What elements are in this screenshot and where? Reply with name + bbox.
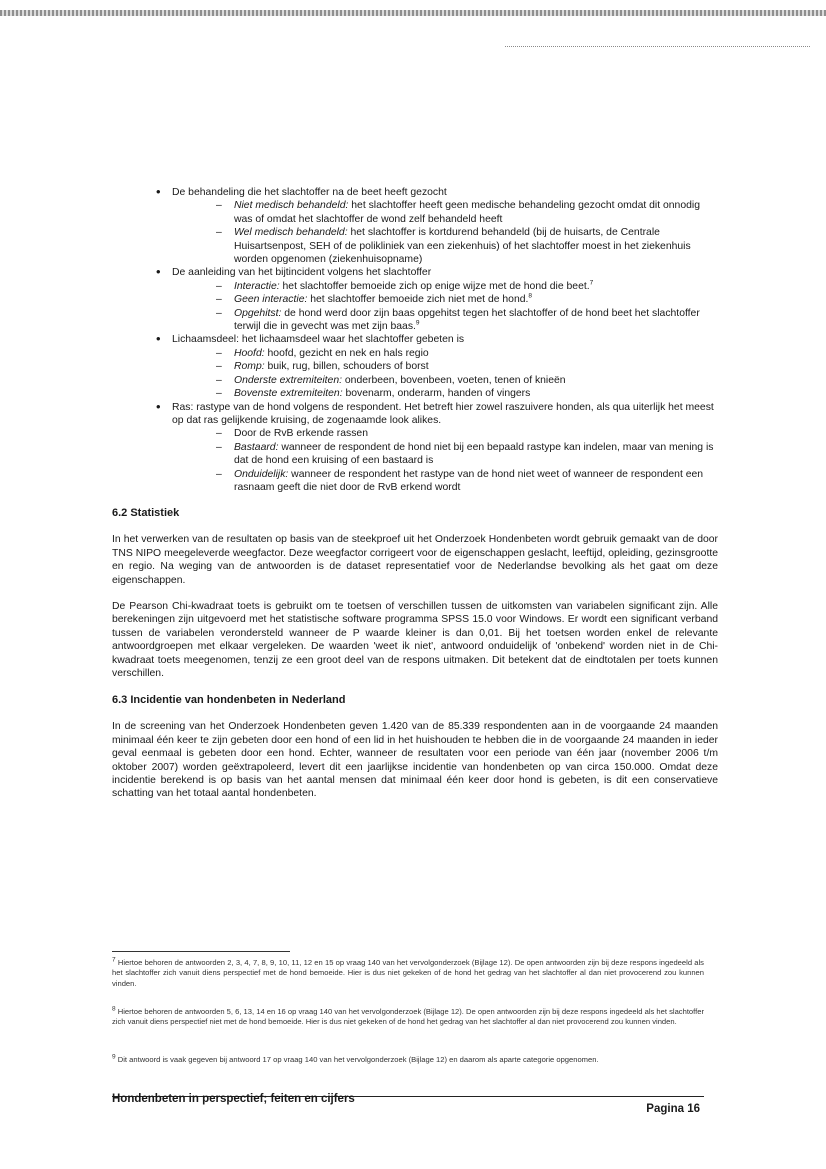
sub-term: Romp:	[234, 361, 265, 373]
footnote-number: 9	[112, 1053, 116, 1061]
sub-term: Opgehitst:	[234, 307, 282, 319]
paragraph: In het verwerken van de resultaten op basis van de steekproef uit het Onderzoek Hondenbeten wordt gebruik gemaakt van de door TNS NIPO meegeleverde weegfactor. Deze weegfactor corrigeert voor de eigenschappen geslacht, leeftijd, opleiding, gezinsgrootte en regio. Na weging van de antwoorden is de dataset representatief voor de Nederlandse bevolking als het gaat om deze eigenschappen.	[112, 534, 718, 586]
bullet-aanleiding	[112, 266, 718, 333]
sub-term: Geen interactie:	[234, 294, 308, 306]
sub-text: buik, rug, billen, schouders of borst	[264, 361, 429, 373]
bullet-head: • De behandeling die het slachtoffer na de beet heeft gezocht	[172, 187, 447, 198]
footnote-number: 7	[112, 956, 116, 964]
scan-dotted-line	[505, 46, 810, 48]
footer-title: Hondenbeten in perspectief; feiten en cijfers	[112, 1093, 355, 1105]
sub-term: Bovenste extremiteiten:	[234, 388, 343, 400]
sub-text: het slachtoffer is kortdurend behandeld (bij de huisarts, de Centrale Huisartsenpost, SEH of de polikliniek van een ziekenhuis) of het slachtoffer moest in het ziekenhuis worden opgenomen (ziekenhuisopname)	[234, 227, 691, 266]
page-footer	[112, 1093, 704, 1115]
definition-list	[112, 186, 718, 494]
sub-item	[234, 427, 718, 440]
sub-text: de hond werd door zijn baas opgehitst tegen het slachtoffer of de hond beet het slachtoffer terwijl die in gevecht was met zijn baas.	[234, 307, 700, 333]
section-heading-statistiek: 6.2 Statistiek	[112, 507, 180, 520]
footnote-rule	[112, 951, 290, 952]
paragraph: In de screening van het Onderzoek Hondenbeten geven 1.420 van de 85.339 respondenten aan in de voorgaande 24 maanden minimaal één keer te zijn gebeten door een hond of een lid in het huishouden te hebben die in de voorgaande 24 maanden in ieder geval eenmaal is gebeten door een hond. Echter, wanneer de resultaten voor een periode van één jaar (november 2006 t/m oktober 2007) worden geëxtrapoleerd, levert dit een jaarlijkse incidentie van hondenbeten op van circa 150.000. Omdat deze incidentie berekend is op basis van het aantal mensen dat minimaal één keer door hond is gebeten, is dit een conservatieve schatting van het totaal aantal hondenbeten.	[112, 721, 718, 800]
sub-text: wanneer de respondent het rastype van de hond niet weet of wanneer de respondent een rasnaam geeft die niet door de RvB erkend wordt	[234, 468, 704, 493]
footnote	[112, 1055, 704, 1065]
section-heading-incidentie: 6.3 Incidentie van hondenbeten in Nederland	[112, 694, 346, 707]
sub-text: het slachtoffer heeft geen medische behandeling gezocht omdat dit onnodig was of omdat het slachtoffer de wond zelf behandeld heeft	[234, 200, 700, 225]
page-body	[112, 186, 718, 801]
sub-term: Wel medisch behandeld:	[234, 227, 348, 239]
bullet-ras	[112, 401, 718, 495]
sub-item	[234, 199, 718, 226]
footnote	[112, 958, 704, 989]
sub-item: – Opgehitst: de hond werd door zijn baas opgehitst tegen het slachtoffer of de hond beet het slachtoffer terwijl die in gevecht was met zijn baas.$^9$	[234, 307, 718, 334]
sub-text: het slachtoffer bemoeide zich niet met de hond.	[307, 294, 529, 306]
sub-text: hoofd, gezicht en nek en hals regio	[264, 347, 429, 359]
sub-item	[234, 347, 718, 360]
footnote-text: Hiertoe behoren de antwoorden 5, 6, 13, 14 en 16 op vraag 140 van het vervolgonderzoek (Bijlage 12). De open antwoorden zijn bij deze respons ingedeeld als het slachtoffer zich vanuit diens perspectief niet met de hond bemoeide. Hier is dus niet gekeken of de hond het gedrag van het slachtoffer al dan niet provocerend zou kunnen vinden.	[112, 1007, 704, 1027]
paragraph: De Pearson Chi-kwadraat toets is gebruikt om te toetsen of verschillen tussen de uitkomsten van variabelen significant zijn. Alle berekeningen zijn uitgevoerd met het statistische software programma SPSS 15.0 voor Windows. Er wordt een significant verband tussen de variabelen verondersteld wanneer de P waarde kleiner is dan 0,01. Bij het toetsen worden enkel de relevante antwoordgroepen met elkaar vergeleken. De waarden 'weet ik niet', antwoord onduidelijk of 'onbekend' worden niet in de Chi-kwadraat toets meegenomen, tenzij ze een groot deel van de respons uitmaken. Dit betekent dat de eindtotalen per toets kunnen verschillen.	[112, 600, 718, 679]
sub-item	[234, 468, 718, 495]
sub-item	[234, 374, 718, 387]
sub-text: Door de RvB erkende rassen	[234, 428, 368, 440]
sub-term: Niet medisch behandeld:	[234, 200, 349, 212]
sub-term: Onduidelijk:	[234, 468, 289, 480]
page-number: Pagina 16	[646, 1103, 700, 1115]
sub-item	[234, 387, 718, 400]
sub-text: onderbeen, bovenbeen, voeten, tenen of knieën	[342, 374, 566, 386]
footnote	[112, 1007, 704, 1028]
footnote-number: 8	[112, 1005, 116, 1013]
sub-item	[234, 226, 718, 266]
footnote-text: Dit antwoord is vaak gegeven bij antwoord 17 op vraag 140 van het vervolgonderzoek (Bijlage 12) en daarom als aparte categorie opgenomen.	[117, 1055, 599, 1064]
sub-item	[234, 441, 718, 468]
sub-term: Onderste extremiteiten:	[234, 374, 342, 386]
bullet-lichaamsdeel	[112, 333, 718, 400]
bullet-head: • De aanleiding van het bijtincident volgens het slachtoffer	[172, 267, 432, 279]
sub-term: Bastaard:	[234, 441, 279, 453]
sub-text: wanneer de respondent de hond niet bij een bepaald rastype kan indelen, maar van mening is dat de hond een kruising of een bastaard is	[234, 441, 714, 467]
sub-term: Interactie:	[234, 280, 280, 292]
bullet-head: • Lichaamsdeel: het lichaamsdeel waar het slachtoffer gebeten is	[172, 334, 465, 346]
sub-item: – Interactie: het slachtoffer bemoeide zich op enige wijze met de hond die beet.$^7$	[234, 280, 718, 293]
bullet-head: • Ras: rastype van de hond volgens de respondent. Het betreft hier zowel raszuivere honden, als qua uiterlijk het meest op dat ras gelijkende kruising, de zogenaamde look alikes.	[172, 401, 714, 426]
sub-term: Hoofd:	[234, 347, 265, 359]
bullet-behandeling	[112, 186, 718, 266]
sub-item: – Geen interactie: het slachtoffer bemoeide zich niet met de hond.$^8$	[234, 293, 718, 306]
sub-item	[234, 360, 718, 373]
sub-text: bovenarm, onderarm, handen of vingers	[342, 388, 531, 400]
footnote-text: Hiertoe behoren de antwoorden 2, 3, 4, 7, 8, 9, 10, 11, 12 en 15 op vraag 140 van het vervolgonderzoek (Bijlage 12). De open antwoorden zijn bij deze respons ingedeeld als het slachtoffer zich vanuit diens perspectief met de hond bemoeide. Hier is dus niet gekeken of de hond het gedrag van het slachtoffer al dan niet provocerend zou kunnen vinden.	[112, 958, 704, 988]
sub-text: het slachtoffer bemoeide zich op enige wijze met de hond die beet.	[279, 280, 590, 292]
scan-border	[0, 10, 826, 16]
